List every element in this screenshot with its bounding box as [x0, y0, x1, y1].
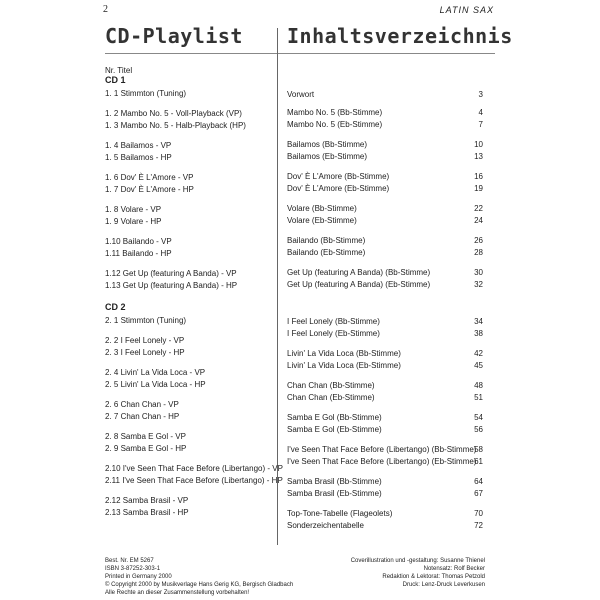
toc-page: 30: [474, 268, 483, 277]
list-item: 2. 8 Samba E Gol - VP: [105, 432, 186, 441]
toc-title: Mambo No. 5 (Eb-Stimme): [287, 120, 383, 129]
toc-row: [287, 216, 483, 225]
list-item: 2. 1 Stimmton (Tuning): [105, 316, 187, 325]
credit-editor: Redaktion & Lektorat: Thomas Petzold: [382, 574, 485, 580]
order-number: Best. Nr. EM 5267: [105, 558, 154, 564]
toc-title: Volare (Bb-Stimme): [287, 204, 357, 213]
toc-title: Volare (Eb-Stimme): [287, 216, 357, 225]
toc-page: 7: [478, 120, 483, 129]
list-item: 1.12 Get Up (featuring A Banda) - VP: [105, 269, 237, 278]
toc-page: 42: [474, 349, 483, 358]
toc-title: Bailando (Bb-Stimme): [287, 236, 366, 245]
list-item: 1.10 Bailando - VP: [105, 237, 172, 246]
list-item: 1. 4 Bailamos - VP: [105, 141, 172, 150]
toc-title: I Feel Lonely (Eb-Stimme): [287, 329, 380, 338]
toc-row: [287, 317, 483, 326]
toc-title: Chan Chan (Eb-Stimme): [287, 393, 375, 402]
toc-title: Livin' La Vida Loca (Bb-Stimme): [287, 349, 401, 358]
toc-page: 51: [474, 393, 483, 402]
toc-page: 16: [474, 172, 483, 181]
toc-page: 22: [474, 204, 483, 213]
list-item: 1. 6 Dov' È L'Amore - VP: [105, 173, 194, 182]
playlist-title: CD-Playlist: [105, 24, 243, 48]
toc-page: 67: [474, 489, 483, 498]
toc-title: Dov' È L'Amore (Bb-Stimme): [287, 172, 390, 181]
list-item: 2. 6 Chan Chan - VP: [105, 400, 179, 409]
toc-page: 56: [474, 425, 483, 434]
toc-page: 28: [474, 248, 483, 257]
list-item: 2.10 I've Seen That Face Before (Libertango) - VP: [105, 464, 283, 473]
list-item: 2. 7 Chan Chan - HP: [105, 412, 180, 421]
toc-row: [287, 184, 483, 193]
toc-row: [287, 280, 483, 289]
copyright: © Copyright 2000 by Musikverlage Hans Gerig KG, Bergisch Gladbach: [105, 582, 294, 588]
printed-in: Printed in Germany 2000: [105, 574, 172, 580]
toc-title: Livin' La Vida Loca (Eb-Stimme): [287, 361, 401, 370]
toc-row: [287, 108, 483, 117]
toc-title: Mambo No. 5 (Bb-Stimme): [287, 108, 383, 117]
toc-row: [287, 381, 483, 390]
list-item: 1. 1 Stimmton (Tuning): [105, 89, 187, 98]
isbn: ISBN 3-87252-303-1: [105, 566, 161, 572]
toc-row: [287, 393, 483, 402]
toc-title: Samba Brasil (Bb-Stimme): [287, 477, 382, 486]
toc-title: Bailamos (Bb-Stimme): [287, 140, 368, 149]
toc-page: 72: [474, 521, 483, 530]
toc-title: Bailamos (Eb-Stimme): [287, 152, 368, 161]
toc-page: 70: [474, 509, 483, 518]
credits: [345, 557, 485, 589]
toc-row: [287, 268, 483, 277]
toc-row: [287, 445, 483, 454]
toc-row: [287, 489, 483, 498]
toc-row: [287, 413, 483, 422]
toc-title: I Feel Lonely (Bb-Stimme): [287, 317, 380, 326]
list-item: 1. 9 Volare - HP: [105, 217, 162, 226]
toc-title: Bailando (Eb-Stimme): [287, 248, 366, 257]
toc-page: 48: [474, 381, 483, 390]
toc-row: [287, 361, 483, 370]
list-item: 2.11 I've Seen That Face Before (Libertango) - HP: [105, 476, 283, 485]
toc-page: 10: [474, 140, 483, 149]
toc-row: [287, 90, 483, 99]
list-item: 2. 3 I Feel Lonely - HP: [105, 348, 185, 357]
toc-title: Samba E Gol (Eb-Stimme): [287, 425, 382, 434]
toc-title: Top-Tone-Tabelle (Flageolets): [287, 509, 393, 518]
list-item: 2. 5 Livin' La Vida Loca - HP: [105, 380, 206, 389]
toc-title: Get Up (featuring A Banda) (Bb-Stimme): [287, 268, 431, 277]
rights-reserved: Alle Rechte an dieser Zusammenstellung vorbehalten!: [105, 590, 250, 596]
credit-cover: Coverillustration und -gestaltung: Susanne Thienel: [350, 558, 485, 564]
toc-page: 34: [474, 317, 483, 326]
list-item: 1. 7 Dov' È L'Amore - HP: [105, 185, 194, 194]
toc-page: 58: [474, 445, 483, 454]
toc-row: [287, 349, 483, 358]
book-title: LATIN SAX: [439, 5, 494, 15]
list-item: 1. 2 Mambo No. 5 - Voll-Playback (VP): [105, 109, 242, 118]
toc-row: [287, 425, 483, 434]
toc-page: 61: [474, 457, 483, 466]
toc-page: 19: [474, 184, 483, 193]
toc-title: Vorwort: [287, 90, 315, 99]
list-item: 2.12 Samba Brasil - VP: [105, 496, 189, 505]
toc-title: Samba Brasil (Eb-Stimme): [287, 489, 382, 498]
list-item: 2. 4 Livin' La Vida Loca - VP: [105, 368, 206, 377]
list-item: 1. 8 Volare - VP: [105, 205, 162, 214]
list-item: 2.13 Samba Brasil - HP: [105, 508, 189, 517]
toc-row: [287, 329, 483, 338]
toc-row: [287, 477, 483, 486]
cd2-label: CD 2: [105, 302, 126, 312]
toc-row: [287, 120, 483, 129]
toc-row: [287, 521, 483, 530]
list-item: 2. 9 Samba E Gol - HP: [105, 444, 187, 453]
page-number: 2: [103, 4, 108, 15]
toc-page: 45: [474, 361, 483, 370]
list-item: 1.13 Get Up (featuring A Banda) - HP: [105, 281, 238, 290]
toc-page: 32: [474, 280, 483, 289]
credit-print: Druck: Lenz-Druck Leverkusen: [402, 582, 485, 588]
toc-title: I've Seen That Face Before (Libertango) (Eb-Stimme): [287, 457, 477, 466]
toc-title: Get Up (featuring A Banda) (Eb-Stimme): [287, 280, 431, 289]
toc-page: 64: [474, 477, 483, 486]
playlist-col-header: Nr. Titel: [105, 66, 133, 75]
toc-title: Inhaltsverzeichnis: [287, 24, 513, 48]
cd1-label: CD 1: [105, 75, 126, 85]
list-item: 1.11 Bailando - HP: [105, 249, 172, 258]
toc-page: 24: [474, 216, 483, 225]
toc-title: Sonderzeichentabelle: [287, 521, 364, 530]
toc-row: [287, 204, 483, 213]
toc-title: Samba E Gol (Bb-Stimme): [287, 413, 382, 422]
toc-title: Dov' È L'Amore (Eb-Stimme): [287, 184, 390, 193]
toc-row: [287, 457, 483, 466]
toc-page: 4: [478, 108, 483, 117]
toc-row: [287, 236, 483, 245]
toc-page: 13: [474, 152, 483, 161]
toc-page: 26: [474, 236, 483, 245]
toc-row: [287, 248, 483, 257]
toc-row: [287, 509, 483, 518]
list-item: 1. 3 Mambo No. 5 - Halb-Playback (HP): [105, 121, 246, 130]
toc-title: Chan Chan (Bb-Stimme): [287, 381, 375, 390]
toc-page: 3: [478, 90, 483, 99]
publisher-info: [105, 557, 293, 597]
toc-title: I've Seen That Face Before (Libertango) (Bb-Stimme): [287, 445, 477, 454]
list-item: 1. 5 Bailamos - HP: [105, 153, 172, 162]
list-item: 2. 2 I Feel Lonely - VP: [105, 336, 185, 345]
toc-page: 38: [474, 329, 483, 338]
toc-row: [287, 172, 483, 181]
toc-row: [287, 152, 483, 161]
playlist-column: [105, 0, 283, 560]
toc-row: [287, 140, 483, 149]
toc-page: 54: [474, 413, 483, 422]
credit-notation: Notensatz: Rolf Becker: [423, 566, 485, 572]
